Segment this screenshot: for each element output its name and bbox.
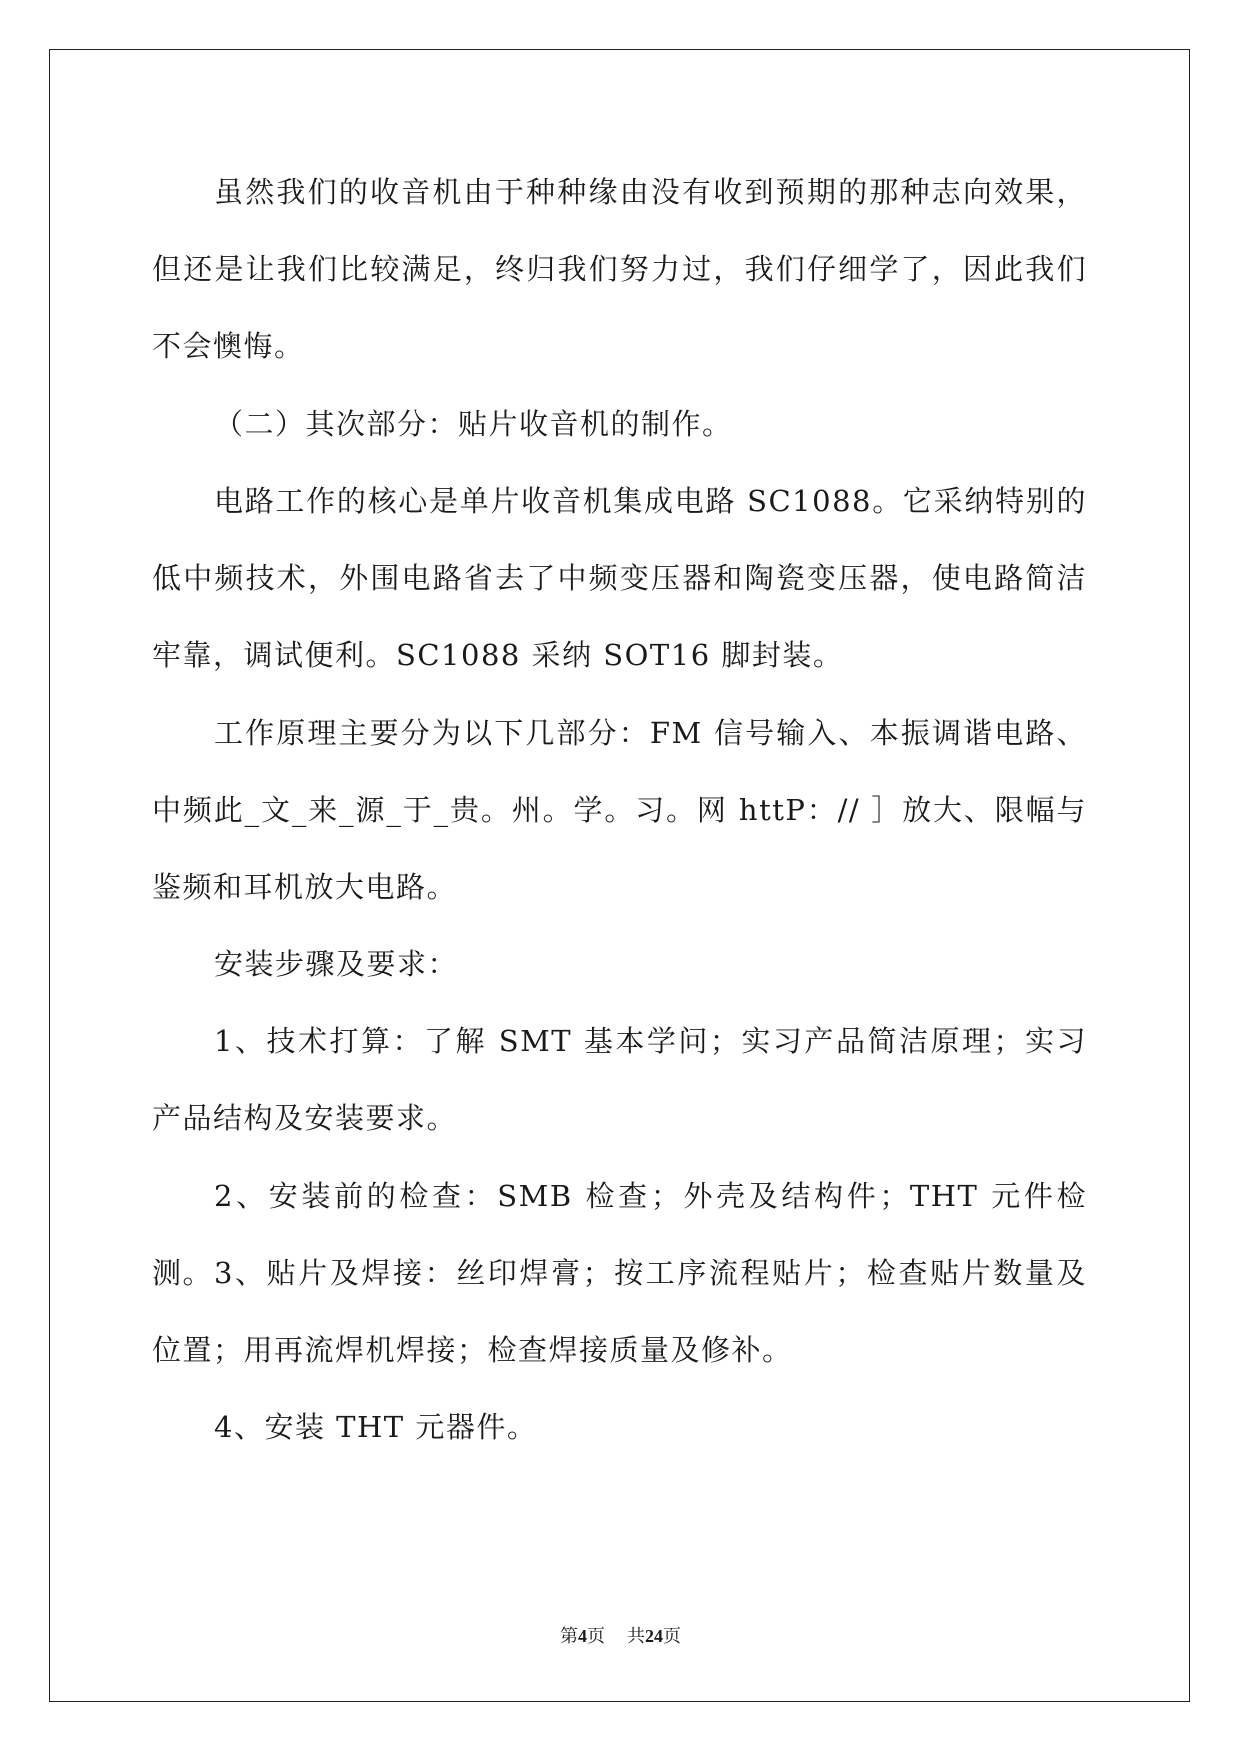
paragraph-working-principle: 工作原理主要分为以下几部分：FM 信号输入、本振调谐电路、中频此_文_来_源_于_贵。州。学。习。网 httP：// ］放大、限幅与鉴频和耳机放大电路。 — [152, 716, 1087, 904]
page-footer — [0, 1622, 1241, 1648]
paragraph-radio-conclusion: 虽然我们的收音机由于种种缘由没有收到预期的那种志向效果，但还是让我们比较满足，终归我们努力过，我们仔细学了，因此我们不会懊悔。 — [152, 175, 1087, 363]
footer-total-prefix: 共 — [627, 1626, 645, 1646]
paragraph-circuit-core: 电路工作的核心是单片收音机集成电路 SC1088。它采纳特别的低中频技术，外围电路省去了中频变压器和陶瓷变压器，使电路简洁牢靠，调试便利。SC1088 采纳 SOT16 脚封装。 — [152, 484, 1087, 672]
footer-page-suffix: 页 — [587, 1626, 605, 1646]
list-item-step-3: 3、贴片及焊接：丝印焊膏；按工序流程贴片；检查贴片数量及位置；用再流焊机焊接；检查焊接质量及修补。 — [152, 1256, 1087, 1367]
list-item-step-4: 4、安装 THT 元器件。 — [214, 1410, 538, 1444]
list-item-step-2: 2、安装前的检查：SMB 检查；外壳及结构件；THT 元件检测。 — [152, 1179, 1087, 1290]
footer-total-pages: 24 — [645, 1626, 663, 1646]
footer-page-number: 4 — [578, 1626, 587, 1646]
section-heading-smt-radio: （二）其次部分：贴片收音机的制作。 — [214, 407, 733, 441]
list-item-step-1: 1、技术打算：了解 SMT 基本学问；实习产品简洁原理；实习产品结构及安装要求。 — [152, 1024, 1087, 1135]
paragraph-install-steps-heading: 安装步骤及要求： — [214, 947, 459, 981]
footer-total-suffix: 页 — [663, 1626, 681, 1646]
footer-page-prefix: 第 — [560, 1626, 578, 1646]
